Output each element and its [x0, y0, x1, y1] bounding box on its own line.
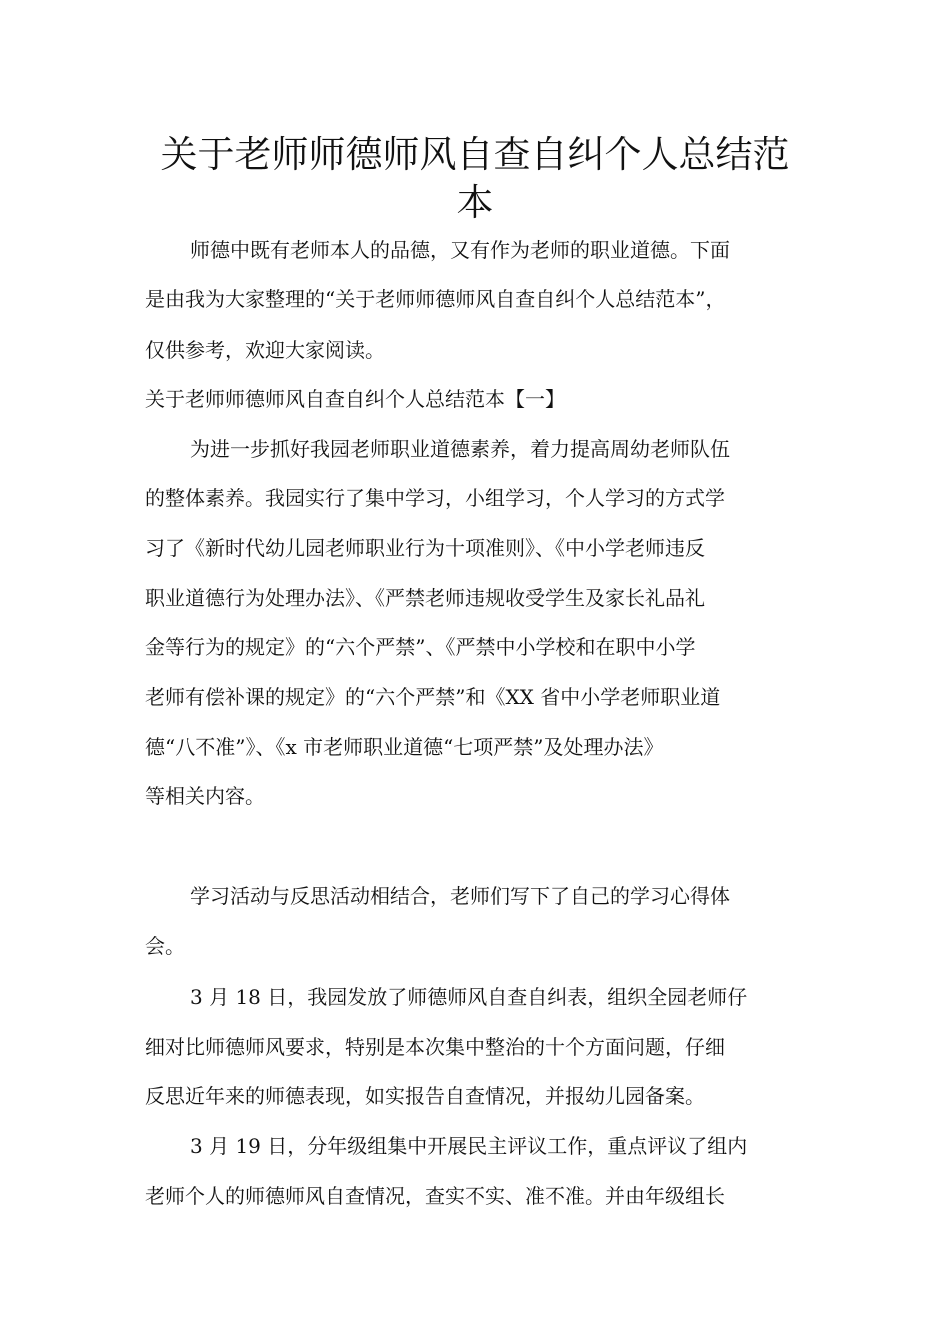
- paragraph-1-line-4: 职业道德行为处理办法》、《严禁老师违规收受学生及家长礼品礼: [145, 586, 705, 610]
- paragraph-1-line-2: 的整体素养。我园实行了集中学习，小组学习，个人学习的方式学: [145, 486, 725, 510]
- intro-line-2: 是由我为大家整理的“关于老师师德师风自查自纠个人总结范本”，: [145, 287, 726, 311]
- paragraph-2-line-2: 会。: [145, 934, 185, 958]
- paragraph-1-line-8: 等相关内容。: [145, 784, 265, 808]
- paragraph-1-line-7: 德“八不准”》、《x 市老师职业道德“七项严禁”及处理办法》: [145, 735, 664, 759]
- paragraph-4-line-1: 3 月 19 日，分年级组集中开展民主评议工作，重点评议了组内: [190, 1134, 748, 1158]
- paragraph-2-line-1: 学习活动与反思活动相结合，老师们写下了自己的学习心得体: [190, 884, 730, 908]
- paragraph-1-line-1: 为进一步抓好我园老师职业道德素养，着力提高周幼老师队伍: [190, 437, 730, 461]
- paragraph-1-line-5: 金等行为的规定》的“六个严禁”、《严禁中小学校和在职中小学: [145, 635, 696, 659]
- paragraph-4-line-2: 老师个人的师德师风自查情况，查实不实、准不准。并由年级组长: [145, 1184, 725, 1208]
- paragraph-3-line-3: 反思近年来的师德表现，如实报告自查情况，并报幼儿园备案。: [145, 1084, 705, 1108]
- document-title-line-2: 本: [456, 181, 494, 224]
- paragraph-3-line-1: 3 月 18 日，我园发放了师德师风自查自纠表，组织全园老师仔: [190, 985, 748, 1009]
- intro-line-1: 师德中既有老师本人的品德，又有作为老师的职业道德。下面: [190, 238, 730, 262]
- intro-line-3: 仅供参考，欢迎大家阅读。: [145, 338, 385, 362]
- paragraph-1-line-6: 老师有偿补课的规定》的“六个严禁”和《XX 省中小学老师职业道: [145, 685, 721, 709]
- paragraph-3-line-2: 细对比师德师风要求，特别是本次集中整治的十个方面问题，仔细: [145, 1035, 725, 1059]
- section-heading: 关于老师师德师风自查自纠个人总结范本【一】: [145, 387, 565, 411]
- document-title-line-1: 关于老师师德师风自查自纠个人总结范: [160, 133, 790, 176]
- paragraph-1-line-3: 习了《新时代幼儿园老师职业行为十项准则》、《中小学老师违反: [145, 536, 705, 560]
